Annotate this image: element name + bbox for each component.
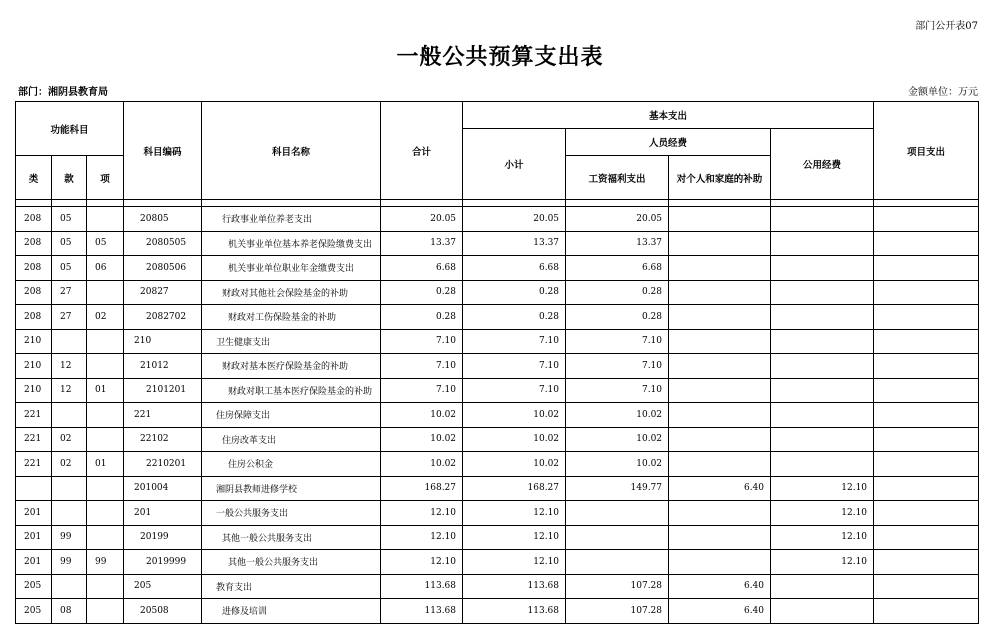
cell-xiang [87, 476, 124, 501]
cell-subtotal: 10.02 [463, 427, 566, 452]
cell-wages: 7.10 [566, 378, 669, 403]
cell-wages: 0.28 [566, 280, 669, 305]
department-label: 部门：湘阴县教育局 [18, 87, 108, 98]
cell-lei: 205 [16, 574, 52, 599]
cell-project [874, 550, 979, 575]
header-kuan: 款 [52, 156, 87, 200]
table-row [16, 231, 979, 256]
cell-xiang [87, 525, 124, 550]
table-row [16, 599, 979, 624]
table-row [16, 525, 979, 550]
page-title: 一般公共预算支出表 [396, 45, 604, 70]
cell-name: 行政事业单位养老支出 [202, 207, 381, 232]
cell-subsidy [669, 378, 771, 403]
cell-code: 221 [124, 403, 202, 428]
cell-total: 7.10 [381, 354, 463, 379]
cell-wages: 10.02 [566, 452, 669, 477]
cell-project [874, 403, 979, 428]
cell-subsidy [669, 427, 771, 452]
table-row [16, 452, 979, 477]
cell-xiang [87, 280, 124, 305]
cell-code: 2210201 [124, 452, 202, 477]
cell-public [771, 452, 874, 477]
header-xiang: 项 [87, 156, 124, 200]
cell-wages: 0.28 [566, 305, 669, 330]
cell-subsidy: 6.40 [669, 599, 771, 624]
header-personnel: 人员经费 [566, 129, 771, 156]
cell-subtotal: 10.02 [463, 403, 566, 428]
cell-lei: 208 [16, 231, 52, 256]
cell-lei: 205 [16, 599, 52, 624]
cell-public [771, 427, 874, 452]
cell-kuan: 27 [52, 305, 87, 330]
cell-project [874, 329, 979, 354]
cell-total: 6.68 [381, 256, 463, 281]
cell-subtotal: 0.28 [463, 305, 566, 330]
cell-name: 住房保障支出 [202, 403, 381, 428]
cell-project [874, 427, 979, 452]
cell-kuan [52, 403, 87, 428]
header-code: 科目编码 [124, 102, 202, 200]
cell-name: 住房改革支出 [202, 427, 381, 452]
cell-code: 201004 [124, 476, 202, 501]
table-row [16, 354, 979, 379]
cell-wages: 13.37 [566, 231, 669, 256]
cell-code: 2019999 [124, 550, 202, 575]
cell-code: 21012 [124, 354, 202, 379]
cell-kuan: 27 [52, 280, 87, 305]
cell-name: 财政对职工基本医疗保险基金的补助 [202, 378, 381, 403]
cell-xiang [87, 599, 124, 624]
cell-kuan [52, 501, 87, 526]
cell-wages [566, 501, 669, 526]
header-project: 项目支出 [874, 102, 979, 200]
cell-total: 0.28 [381, 305, 463, 330]
cell-kuan [52, 574, 87, 599]
cell-wages [566, 550, 669, 575]
cell-public: 12.10 [771, 525, 874, 550]
table-row [16, 207, 979, 232]
cell-total: 113.68 [381, 599, 463, 624]
cell-wages: 6.68 [566, 256, 669, 281]
cell-lei: 221 [16, 427, 52, 452]
cell-subsidy [669, 207, 771, 232]
cell-total: 20.05 [381, 207, 463, 232]
table-row [16, 256, 979, 281]
cell-public [771, 207, 874, 232]
header-subtotal: 小计 [463, 129, 566, 200]
cell-code: 2080505 [124, 231, 202, 256]
cell-total: 113.68 [381, 574, 463, 599]
table-row [16, 280, 979, 305]
cell-wages: 107.28 [566, 599, 669, 624]
cell-lei: 201 [16, 550, 52, 575]
cell-subtotal: 13.37 [463, 231, 566, 256]
cell-project [874, 231, 979, 256]
cell-total: 168.27 [381, 476, 463, 501]
cell-kuan: 99 [52, 525, 87, 550]
table-row [16, 501, 979, 526]
cell-project [874, 305, 979, 330]
cell-name: 湘阴县教师进修学校 [202, 476, 381, 501]
cell-xiang [87, 427, 124, 452]
cell-name: 进修及培训 [202, 599, 381, 624]
cell-kuan: 02 [52, 452, 87, 477]
cell-xiang [87, 329, 124, 354]
cell-name: 财政对基本医疗保险基金的补助 [202, 354, 381, 379]
table-row [16, 329, 979, 354]
cell-kuan [52, 329, 87, 354]
cell-public [771, 403, 874, 428]
cell-subsidy [669, 501, 771, 526]
cell-wages: 107.28 [566, 574, 669, 599]
cell-subtotal: 6.68 [463, 256, 566, 281]
cell-subtotal: 7.10 [463, 354, 566, 379]
cell-subsidy [669, 329, 771, 354]
cell-lei: 208 [16, 207, 52, 232]
cell-subsidy [669, 525, 771, 550]
cell-name: 其他一般公共服务支出 [202, 525, 381, 550]
cell-subtotal: 7.10 [463, 378, 566, 403]
cell-kuan: 12 [52, 378, 87, 403]
header-subsidy: 对个人和家庭的补助 [669, 156, 771, 200]
cell-total: 10.02 [381, 452, 463, 477]
cell-wages: 10.02 [566, 403, 669, 428]
cell-subtotal: 0.28 [463, 280, 566, 305]
header-public: 公用经费 [771, 129, 874, 200]
cell-project [874, 525, 979, 550]
cell-code: 20199 [124, 525, 202, 550]
cell-subsidy [669, 305, 771, 330]
cell-code: 20805 [124, 207, 202, 232]
budget-table [15, 101, 979, 624]
cell-project [874, 476, 979, 501]
cell-total: 10.02 [381, 427, 463, 452]
table-row [16, 574, 979, 599]
table-row [16, 427, 979, 452]
cell-xiang [87, 501, 124, 526]
cell-project [874, 256, 979, 281]
cell-kuan: 05 [52, 231, 87, 256]
cell-lei: 208 [16, 256, 52, 281]
cell-code: 22102 [124, 427, 202, 452]
cell-subsidy [669, 280, 771, 305]
cell-total: 7.10 [381, 329, 463, 354]
cell-code: 20508 [124, 599, 202, 624]
cell-lei: 208 [16, 305, 52, 330]
cell-subtotal: 10.02 [463, 452, 566, 477]
cell-total: 0.28 [381, 280, 463, 305]
cell-subtotal: 12.10 [463, 501, 566, 526]
cell-xiang [87, 207, 124, 232]
cell-public: 12.10 [771, 501, 874, 526]
cell-wages [566, 525, 669, 550]
cell-subsidy [669, 231, 771, 256]
cell-lei: 201 [16, 525, 52, 550]
header-name: 科目名称 [202, 102, 381, 200]
cell-lei [16, 476, 52, 501]
cell-wages: 7.10 [566, 329, 669, 354]
cell-total: 10.02 [381, 403, 463, 428]
cell-public [771, 599, 874, 624]
cell-name: 财政对工伤保险基金的补助 [202, 305, 381, 330]
cell-xiang: 99 [87, 550, 124, 575]
cell-total: 12.10 [381, 501, 463, 526]
header-func-subject: 功能科目 [16, 102, 124, 156]
cell-subtotal: 20.05 [463, 207, 566, 232]
cell-lei: 210 [16, 378, 52, 403]
cell-code: 20827 [124, 280, 202, 305]
cell-wages: 149.77 [566, 476, 669, 501]
cell-lei: 221 [16, 403, 52, 428]
cell-xiang [87, 403, 124, 428]
cell-public: 12.10 [771, 550, 874, 575]
cell-public [771, 574, 874, 599]
cell-wages: 20.05 [566, 207, 669, 232]
cell-name: 一般公共服务支出 [202, 501, 381, 526]
cell-xiang [87, 574, 124, 599]
cell-kuan: 05 [52, 256, 87, 281]
table-body [16, 200, 979, 624]
cell-code: 2101201 [124, 378, 202, 403]
cell-subsidy [669, 256, 771, 281]
cell-xiang: 01 [87, 378, 124, 403]
cell-project [874, 354, 979, 379]
cell-subtotal: 12.10 [463, 525, 566, 550]
cell-xiang: 02 [87, 305, 124, 330]
cell-name: 其他一般公共服务支出 [202, 550, 381, 575]
cell-kuan [52, 476, 87, 501]
cell-wages: 10.02 [566, 427, 669, 452]
cell-public: 12.10 [771, 476, 874, 501]
cell-lei: 210 [16, 354, 52, 379]
cell-code: 205 [124, 574, 202, 599]
cell-project [874, 207, 979, 232]
header-basic: 基本支出 [463, 102, 874, 129]
cell-project [874, 501, 979, 526]
cell-code: 201 [124, 501, 202, 526]
cell-kuan: 12 [52, 354, 87, 379]
cell-code: 2080506 [124, 256, 202, 281]
cell-xiang: 05 [87, 231, 124, 256]
cell-public [771, 305, 874, 330]
cell-lei: 201 [16, 501, 52, 526]
table-row [16, 378, 979, 403]
cell-name: 住房公积金 [202, 452, 381, 477]
cell-subsidy [669, 550, 771, 575]
cell-project [874, 378, 979, 403]
cell-public [771, 378, 874, 403]
table-row [16, 476, 979, 501]
cell-xiang: 01 [87, 452, 124, 477]
cell-subsidy [669, 452, 771, 477]
cell-kuan: 05 [52, 207, 87, 232]
cell-code: 2082702 [124, 305, 202, 330]
cell-subtotal: 168.27 [463, 476, 566, 501]
cell-xiang [87, 354, 124, 379]
header-lei: 类 [16, 156, 52, 200]
cell-project [874, 599, 979, 624]
cell-public [771, 329, 874, 354]
cell-subtotal: 113.68 [463, 599, 566, 624]
cell-subtotal: 12.10 [463, 550, 566, 575]
cell-public [771, 280, 874, 305]
cell-subsidy [669, 354, 771, 379]
cell-name: 机关事业单位基本养老保险缴费支出 [202, 231, 381, 256]
spacer-row [16, 200, 979, 207]
cell-name: 教育支出 [202, 574, 381, 599]
cell-code: 210 [124, 329, 202, 354]
cell-subtotal: 7.10 [463, 329, 566, 354]
header-total: 合计 [381, 102, 463, 200]
cell-wages: 7.10 [566, 354, 669, 379]
table-row [16, 403, 979, 428]
table-code: 部门公开表07 [915, 21, 978, 32]
cell-lei: 221 [16, 452, 52, 477]
cell-public [771, 231, 874, 256]
cell-name: 财政对其他社会保险基金的补助 [202, 280, 381, 305]
cell-subtotal: 113.68 [463, 574, 566, 599]
cell-subsidy: 6.40 [669, 574, 771, 599]
cell-kuan: 08 [52, 599, 87, 624]
cell-lei: 210 [16, 329, 52, 354]
cell-kuan: 02 [52, 427, 87, 452]
cell-subsidy: 6.40 [669, 476, 771, 501]
cell-total: 12.10 [381, 525, 463, 550]
cell-total: 13.37 [381, 231, 463, 256]
cell-xiang: 06 [87, 256, 124, 281]
cell-project [874, 280, 979, 305]
cell-public [771, 354, 874, 379]
cell-project [874, 574, 979, 599]
cell-name: 卫生健康支出 [202, 329, 381, 354]
unit-label: 金额单位：万元 [908, 87, 978, 98]
table-row [16, 305, 979, 330]
cell-public [771, 256, 874, 281]
cell-lei: 208 [16, 280, 52, 305]
cell-total: 12.10 [381, 550, 463, 575]
cell-project [874, 452, 979, 477]
cell-total: 7.10 [381, 378, 463, 403]
cell-kuan: 99 [52, 550, 87, 575]
cell-subsidy [669, 403, 771, 428]
header-wages: 工资福利支出 [566, 156, 669, 200]
table-row [16, 550, 979, 575]
cell-name: 机关事业单位职业年金缴费支出 [202, 256, 381, 281]
